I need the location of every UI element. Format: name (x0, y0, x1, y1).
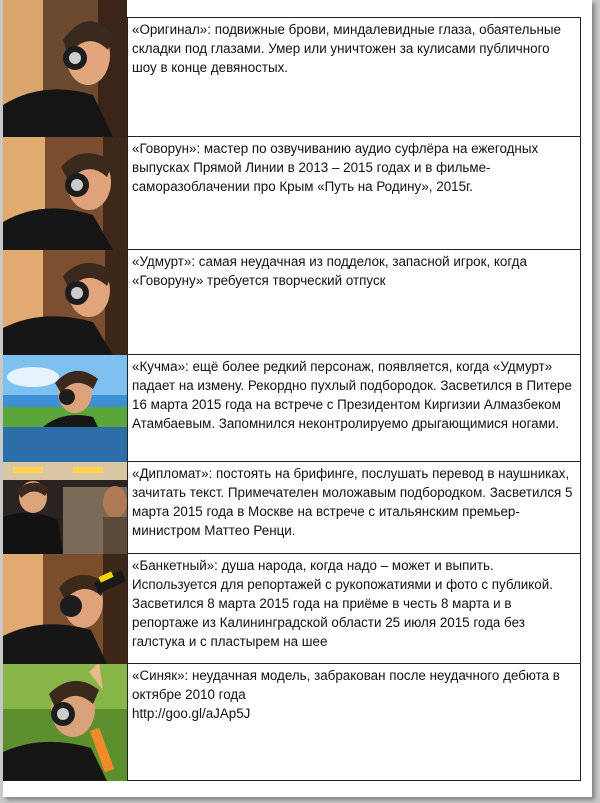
table-row (3, 17, 581, 137)
document-page (3, 0, 592, 797)
row-photo (3, 0, 127, 137)
table-row (3, 664, 581, 781)
table-row (3, 137, 581, 250)
row-photo (3, 355, 127, 462)
row-photo (3, 554, 127, 664)
table-row (3, 554, 581, 664)
row-description: «Кучма»: ещё более редкий персонаж, появляется, когда «Удмурт» падает на измену. Рекордно пухлый подбородок. Засветился в Питере 16 марта 2015 года на встрече с Президентом Киргизии Алмазбеком Атамбаевым. Запомнился неконтролируемо дрыгающимися ногами. (127, 355, 581, 462)
table-row (3, 250, 581, 355)
row-description: «Банкетный»: душа народа, когда надо – может и выпить. Используется для репортажей с рукопожатиями и фото с публикой. Засветился 8 марта 2015 года на приёме в честь 8 марта и в репортаже из Калининградской области 25 июля 2015 года без галстука и с пластырем на шее (127, 554, 581, 664)
row-description: «Удмурт»: самая неудачная из подделок, запасной игрок, когда «Говоруну» требуется творческий отпуск (127, 250, 581, 355)
row-photo (3, 462, 127, 554)
row-photo (3, 664, 127, 781)
row-description: «Говорун»: мастер по озвучиванию аудио суфлёра на ежегодных выпусках Прямой Линии в 2013 – 2015 годах и в фильме-саморазоблачении про Крым «Путь на Родину», 2015г. (127, 137, 581, 250)
row-photo (3, 250, 127, 355)
table-row (3, 462, 581, 554)
row-photo (3, 137, 127, 250)
row-description: «Дипломат»: постоять на брифинге, послушать перевод в наушниках, зачитать текст. Примечателен моложавым подбородком. Засветился 5 марта 2015 года в Москве на встрече с итальянским премьер-министром Маттео Ренци. (127, 462, 581, 554)
row-description: «Оригинал»: подвижные брови, миндалевидные глаза, обаятельные складки под глазами. Умер или уничтожен за кулисами публичного шоу в конце девяностых. (127, 17, 581, 137)
row-description: «Синяк»: неудачная модель, забракован после неудачного дебюта в октябре 2010 года http://goo.gl/aJAp5J (127, 664, 581, 781)
table-row (3, 355, 581, 462)
